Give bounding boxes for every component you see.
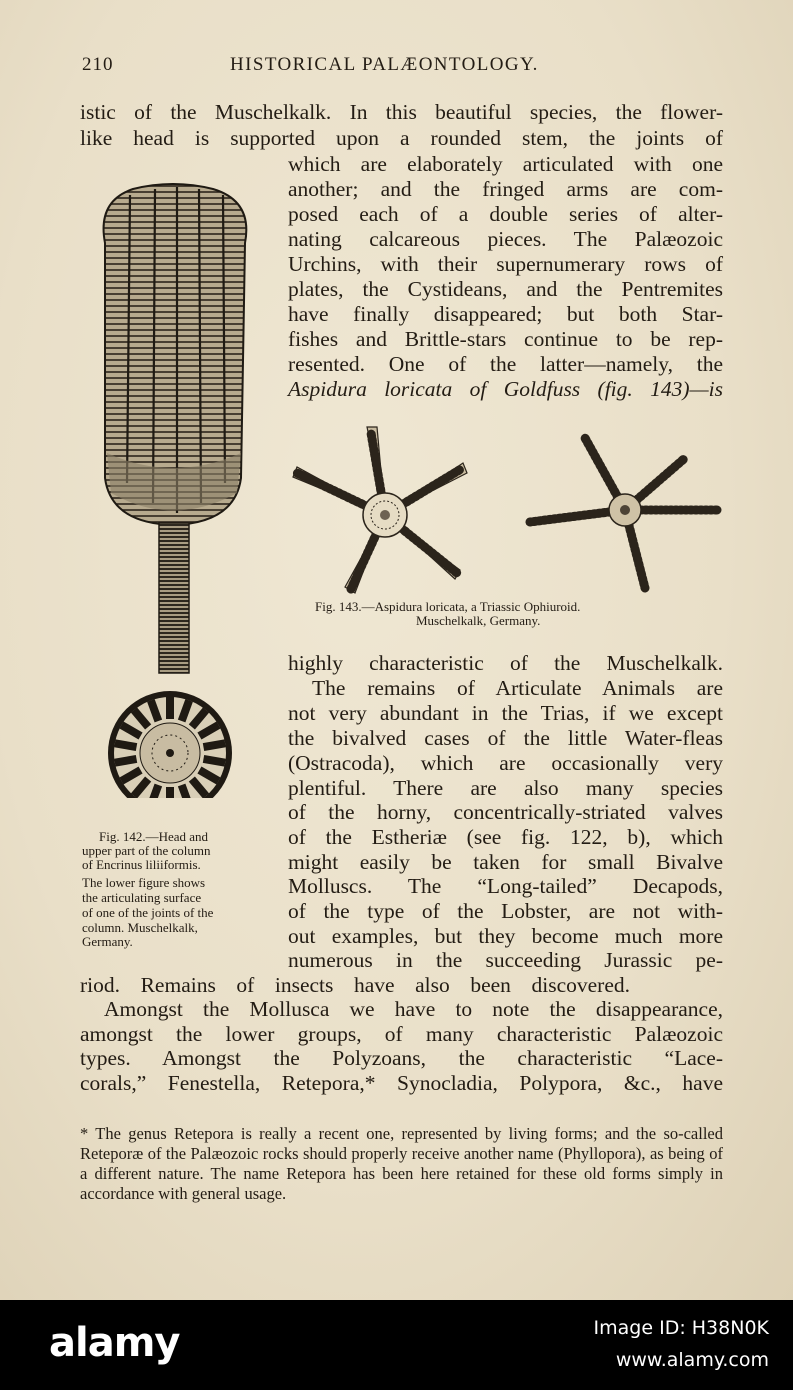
figure-142-caption: column. Muschelkalk, [82,920,198,935]
stem-joint-surface [108,691,232,798]
page-header [82,54,722,82]
text-line: out examples, but they become much more [288,924,723,948]
text-line: of the Estheriæ (see fig. 122, b), which [288,825,723,849]
image-id-line: Image ID: H38N0K [593,1317,769,1339]
brittle-star-right [530,438,720,588]
text-line: numerous in the succeeding Jurassic pe- [288,948,723,972]
running-title: HISTORICAL PALÆONTOLOGY. [230,54,539,75]
text-line: another; and the fringed arms are com- [288,177,723,201]
text-line: riod. Remains of insects have also been discovered. [80,973,630,997]
text-line: Urchins, with their supernumerary rows of [288,252,723,276]
text-line: nating calcareous pieces. The Palæozoic [288,227,723,251]
footnote: * The genus Retepora is really a recent one, represented by living forms; and the so-called Reteporæ of the Palæozoic rocks should properly receive another name (Phyllopora), as being of a different nature. The name Retepora has been here retained for these old forms simply in accordance with general usage. [80,1124,723,1203]
crinoid-stem [159,523,189,673]
text-line: of the type of the Lobster, are not with- [288,899,723,923]
brittle-star-left [293,427,467,593]
figure-142-caption: The lower figure shows [82,875,206,890]
figure-143-caption: Fig. 143.—Aspidura loricata, a Triassic Ophiuroid. [315,599,581,614]
text-line: The remains of Articulate Animals are [312,676,723,700]
figure-143-illustration [285,415,730,595]
text-line: of the horny, concentrically-striated valves [288,800,723,824]
text-line: plentiful. There are also many species [288,776,723,800]
text-line: Molluscs. The “Long-tailed” Decapods, [288,874,723,898]
text-line: Aspidura loricata of Goldfuss (fig. 143)—is [288,377,723,401]
text-line: Amongst the Mollusca we have to note the disappearance, [104,997,723,1021]
figure-142-caption: of one of the joints of the [82,905,214,920]
text-line: which are elaborately articulated with one [288,152,723,176]
alamy-logo: alamy [49,1320,180,1366]
text-line: like head is supported upon a rounded stem, the joints of [80,126,723,150]
text-line: corals,” Fenestella, Retepora,* Synocladia, Polypora, &c., have [80,1071,723,1095]
text-line: have finally disappeared; but both Star- [288,302,723,326]
text-line: posed each of a double series of alter- [288,202,723,226]
text-line: fishes and Brittle-stars continue to be rep- [288,327,723,351]
figure-143-caption-2: Muschelkalk, Germany. [416,613,541,628]
text-line: plates, the Cystideans, and the Pentremites [288,277,723,301]
figure-142-illustration [85,183,260,798]
figure-142-caption: Fig. 142.—Head and [99,829,209,844]
text-line: istic of the Muschelkalk. In this beautiful species, the flower- [80,100,723,124]
figure-142-caption: the articulating surface [82,890,202,905]
text-line: amongst the lower groups, of many characteristic Palæozoic [80,1022,723,1046]
page-number: 210 [82,54,114,75]
figure-142-caption: of Encrinus liliiformis. [82,857,201,872]
text-line: (Ostracoda), which are occasionally very [288,751,723,775]
figure-142-caption: upper part of the column [82,843,211,858]
crinoid-head [104,184,247,525]
text-line: not very abundant in the Trias, if we except [288,701,723,725]
text-line: types. Amongst the Polyzoans, the characteristic “Lace- [80,1046,723,1070]
text-line: the bivalved cases of the little Water-fleas [288,726,723,750]
text-line: resented. One of the latter—namely, the [288,352,723,376]
image-id-url: www.alamy.com [615,1349,769,1371]
figure-142-caption: Germany. [82,934,133,949]
text-line: highly characteristic of the Muschelkalk. [288,651,723,675]
image-id [594,1312,769,1376]
text-line: might easily be taken for small Bivalve [288,850,723,874]
